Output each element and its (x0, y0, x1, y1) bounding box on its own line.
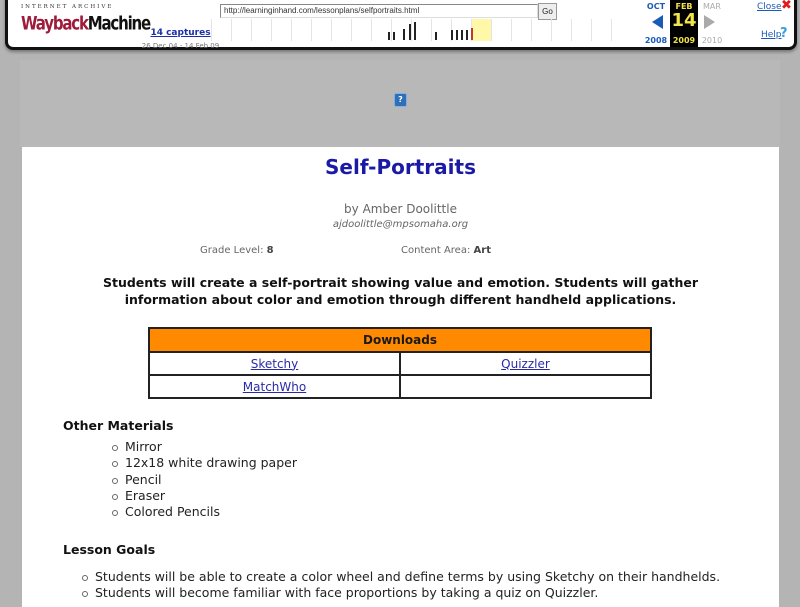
capture-bar[interactable] (451, 30, 453, 40)
help-icon[interactable]: ? (780, 26, 788, 41)
next-month: MAR (703, 2, 721, 11)
prev-month-link[interactable]: OCT (646, 2, 666, 11)
list-item: Pencil (111, 472, 297, 488)
next-year: 2010 (701, 36, 723, 45)
logo-wayback: Wayback (21, 12, 88, 35)
capture-bar[interactable] (466, 30, 468, 40)
prev-year-link[interactable]: 2008 (644, 36, 668, 45)
downloads-cell-empty (400, 375, 651, 398)
sparkline-year-column[interactable] (591, 19, 611, 41)
list-item: Eraser (111, 488, 297, 504)
list-item: 12x18 white drawing paper (111, 455, 297, 471)
logo-wayback-machine-text (21, 12, 150, 35)
captures-link[interactable]: 14 captures (150, 28, 211, 38)
capture-bar[interactable] (461, 30, 463, 40)
lesson-content (22, 147, 779, 607)
sparkline-year-column[interactable] (291, 19, 311, 41)
next-capture-arrow-icon (704, 15, 715, 29)
sparkline-year-column[interactable] (491, 19, 511, 41)
list-item: Students will become familiar with face proportions by taking a quiz on Quizzler. (81, 585, 720, 601)
url-input[interactable] (220, 4, 538, 18)
sparkline-year-column[interactable] (531, 19, 551, 41)
logo-internet-archive-text: INTERNET ARCHIVE (21, 4, 114, 10)
capture-sparkline[interactable] (211, 19, 632, 41)
calendar-nav (642, 0, 728, 44)
sparkline-year-column[interactable] (311, 19, 331, 41)
sparkline-year-column[interactable] (271, 19, 291, 41)
sparkline-year-column[interactable] (511, 19, 531, 41)
lesson-summary: Students will create a self-portrait showing value and emotion. Students will gather information about color and emotion through different handheld applications. (102, 275, 699, 307)
page-title: Self-Portraits (325, 155, 476, 179)
content-area (401, 245, 491, 256)
sparkline-year-column[interactable] (251, 19, 271, 41)
goals-list (81, 569, 720, 602)
content-area-label: Content Area: (401, 245, 471, 256)
prev-capture-arrow-icon[interactable] (652, 15, 663, 29)
sparkline-year-column[interactable] (351, 19, 371, 41)
close-link[interactable]: Close (757, 2, 782, 12)
sparkline-year-column[interactable] (471, 19, 491, 41)
sparkline-year-column[interactable] (611, 19, 631, 41)
list-item: Mirror (111, 439, 297, 455)
capture-bar[interactable] (471, 28, 473, 40)
downloads-cell (149, 352, 400, 375)
go-button[interactable]: Go (538, 3, 557, 20)
capture-bar[interactable] (435, 32, 437, 40)
author-email: ajdoolittle@mpsomaha.org (332, 219, 469, 230)
capture-bar[interactable] (403, 29, 405, 40)
help-link[interactable]: Help (761, 30, 782, 40)
list-item: Colored Pencils (111, 504, 297, 520)
sparkline-year-column[interactable] (431, 19, 451, 41)
current-month: FEB (675, 2, 693, 11)
sparkline-year-column[interactable] (551, 19, 571, 41)
materials-heading: Other Materials (63, 418, 174, 433)
missing-image-icon: ? (394, 93, 407, 107)
captures-range: 26 Dec 04 - 14 Feb 09 (141, 42, 220, 50)
wayback-logo[interactable] (21, 4, 150, 35)
capture-bar[interactable] (393, 32, 395, 40)
capture-bar[interactable] (414, 22, 416, 40)
sparkline-year-column[interactable] (331, 19, 351, 41)
capture-bar[interactable] (456, 30, 458, 40)
downloads-table (148, 327, 652, 399)
grade-level-value: 8 (266, 245, 274, 256)
sparkline-year-column[interactable] (211, 19, 231, 41)
list-item: Students will be able to create a color wheel and define terms by using Sketchy on their handhelds. (81, 569, 720, 585)
download-link-sketchy[interactable]: Sketchy (250, 356, 299, 371)
current-year: 2009 (672, 36, 696, 45)
goals-heading: Lesson Goals (63, 542, 156, 557)
downloads-cell (149, 375, 400, 398)
logo-machine: Machine (87, 12, 150, 35)
materials-list (111, 439, 297, 520)
sparkline-year-column[interactable] (571, 19, 591, 41)
sparkline-year-column[interactable] (231, 19, 251, 41)
author-byline: by Amber Doolittle (344, 202, 457, 216)
downloads-header: Downloads (149, 328, 651, 352)
capture-bar[interactable] (409, 24, 411, 40)
wayback-toolbar (5, 0, 797, 50)
grade-level (200, 245, 274, 256)
grade-level-label: Grade Level: (200, 245, 264, 256)
capture-bar[interactable] (388, 32, 390, 40)
close-icon[interactable]: ✖ (781, 0, 792, 13)
downloads-cell (400, 352, 651, 375)
download-link-matchwho[interactable]: MatchWho (242, 379, 307, 394)
current-day: 14 (671, 10, 697, 31)
content-area-value: Art (473, 245, 491, 256)
download-link-quizzler[interactable]: Quizzler (501, 356, 550, 371)
